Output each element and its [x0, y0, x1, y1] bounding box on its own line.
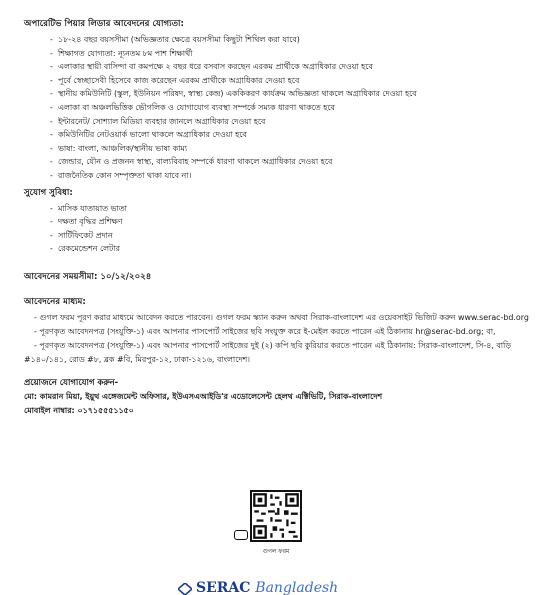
- list-item: - রাজনৈতিক কোন সম্পৃক্ততা থাকা যাবে না।: [58, 169, 531, 183]
- list-item: - মাসিক যাতায়াত ভাতা: [58, 202, 531, 216]
- list-item: - এলাকা বা অঞ্চলভিত্তিক ভৌগলিক ও যোগাযোগ ব্যবস্থা সম্পর্কে সম্যক ধারণা থাকতে হবে: [58, 101, 531, 115]
- eligibility-title: অপারেটিভ পিয়ার লিডার আবেদনের যোগ্যতা:: [24, 19, 184, 29]
- list-item: - এলাকার স্থায়ী বাসিন্দা বা কমপক্ষে ২ বছর ধরে বসবাস করছেন এরকম প্রার্থীকে অগ্রাধিকার দেওয়া হবে: [58, 60, 531, 74]
- list-item: - কমিউনিটির নেটওয়ার্ক ভালো থাকলে অগ্রাধিকার দেওয়া হবে: [58, 128, 531, 142]
- application-courier: - পূরণকৃত আবেদনপত্র (সংযুক্তি-১) এবং আপনার পাসপোর্ট সাইজের দুই (২) কপি ছবি কুরিয়ার করতে পারেন এই ঠিকানায়: সিরাক-বাংলাদেশ, সি-৪, বাড়ি #১৪০/১৪১, রোড #৮, ব্লক #বি, মিরপুর-১২, ঢাকা-১২১৬, বাংলাদেশ।: [24, 340, 511, 364]
- contact-title: প্রয়োজনে যোগাযোগ করুন-: [24, 376, 119, 387]
- list-item: - শিক্ষাগত যোগ্যতা: ন্যূনতম ৮ম পাশ শিক্ষার্থী: [58, 47, 531, 61]
- list-item: - ইন্টারনেট/ সোশ্যাল মিডিয়া ব্যবহার জানলে অগ্রাধিকার দেওয়া হবে: [58, 115, 531, 129]
- benefits-title: সুযোগ সুবিধা:: [24, 187, 73, 198]
- pointing-hand-icon: [234, 530, 248, 540]
- benefits-list: [24, 202, 531, 256]
- list-item: - ১৮-২৪ বছর বয়সসীমা (অভিজ্ঞতার ক্ষেত্রে বয়সসীমা কিছুটা শিথিল করা যাবে): [58, 33, 531, 47]
- contact-phone: মোবাইল নাম্বার: ০১৭১৫৫৫১১৫০: [24, 405, 134, 415]
- google-form-qr[interactable]: [244, 490, 308, 570]
- application-email: - পূরণকৃত আবেদনপত্র (সংযুক্তি-১) এবং আপনার পাসপোর্ট সাইজের ছবি সংযুক্ত করে ই-মেইল করতে পারেন এই ঠিকানায় hr@serac-bd.org; বা,: [34, 326, 496, 336]
- logo-main-text: SERAC: [196, 580, 251, 595]
- list-item: - স্থানীয় কমিউনিটি (স্কুল, ইউনিয়ন পরিষদ, স্বাস্থ্য কেন্দ্র) এককিকরণ কার্যক্রম অভিজ্ঞতা থাকলে অগ্রাধিকার দেওয়া হবে: [58, 87, 531, 101]
- list-item: - জেন্ডার, যৌন ও প্রজনন স্বাস্থ্য, বাল্যবিবাহ সম্পর্কে ধারণা থাকলে অগ্রাধিকার দেওয়া হবে: [58, 155, 531, 169]
- list-item: - রেকমেন্ডেশন লেটার: [58, 242, 531, 256]
- application-deadline: আবেদনের সময়সীমা: ১০/১২/২০২৪: [24, 271, 152, 282]
- application-google-form: - গুগল ফরম পূরণ করার মাধ্যমে আবেদন করতে পারবেন। গুগল ফরম স্ক্যান করুন অথবা সিরাক-বাংলাদেশ এর ওয়েবসাইট ভিজিট করুন www.serac-bd.org: [34, 312, 529, 322]
- list-item: - দক্ষতা বৃদ্ধির প্রশিক্ষণ: [58, 215, 531, 229]
- serac-logo-icon: [178, 583, 192, 595]
- list-item: - ভাষা: বাংলা, আঞ্চলিক/স্থানীয় ভাষা কাম্য: [58, 142, 531, 156]
- list-item: - সার্টিফিকেট প্রদান: [58, 229, 531, 243]
- application-title: আবেদনের মাধ্যম:: [24, 296, 86, 307]
- logo-sub-text: Bangladesh: [255, 580, 339, 595]
- qr-code-icon[interactable]: [250, 490, 302, 542]
- eligibility-list: [24, 33, 531, 183]
- list-item: - পূর্বে স্বেচ্ছাসেবী হিসেবে কাজ করেছেন এরকম প্রার্থীকে অগ্রাধিকার দেওয়া হবে: [58, 74, 531, 88]
- qr-caption: গুগল ফরম: [262, 548, 290, 555]
- contact-person: মো: কামরান মিয়া, ইয়ুথ এঙ্গেজমেন্ট অফিসার, ইউএসএআইডি'র এডোলেসেন্ট হেলথ এক্টিভিটি, সিরাক-বাংলাদেশ: [24, 391, 383, 401]
- serac-logo: [196, 580, 338, 595]
